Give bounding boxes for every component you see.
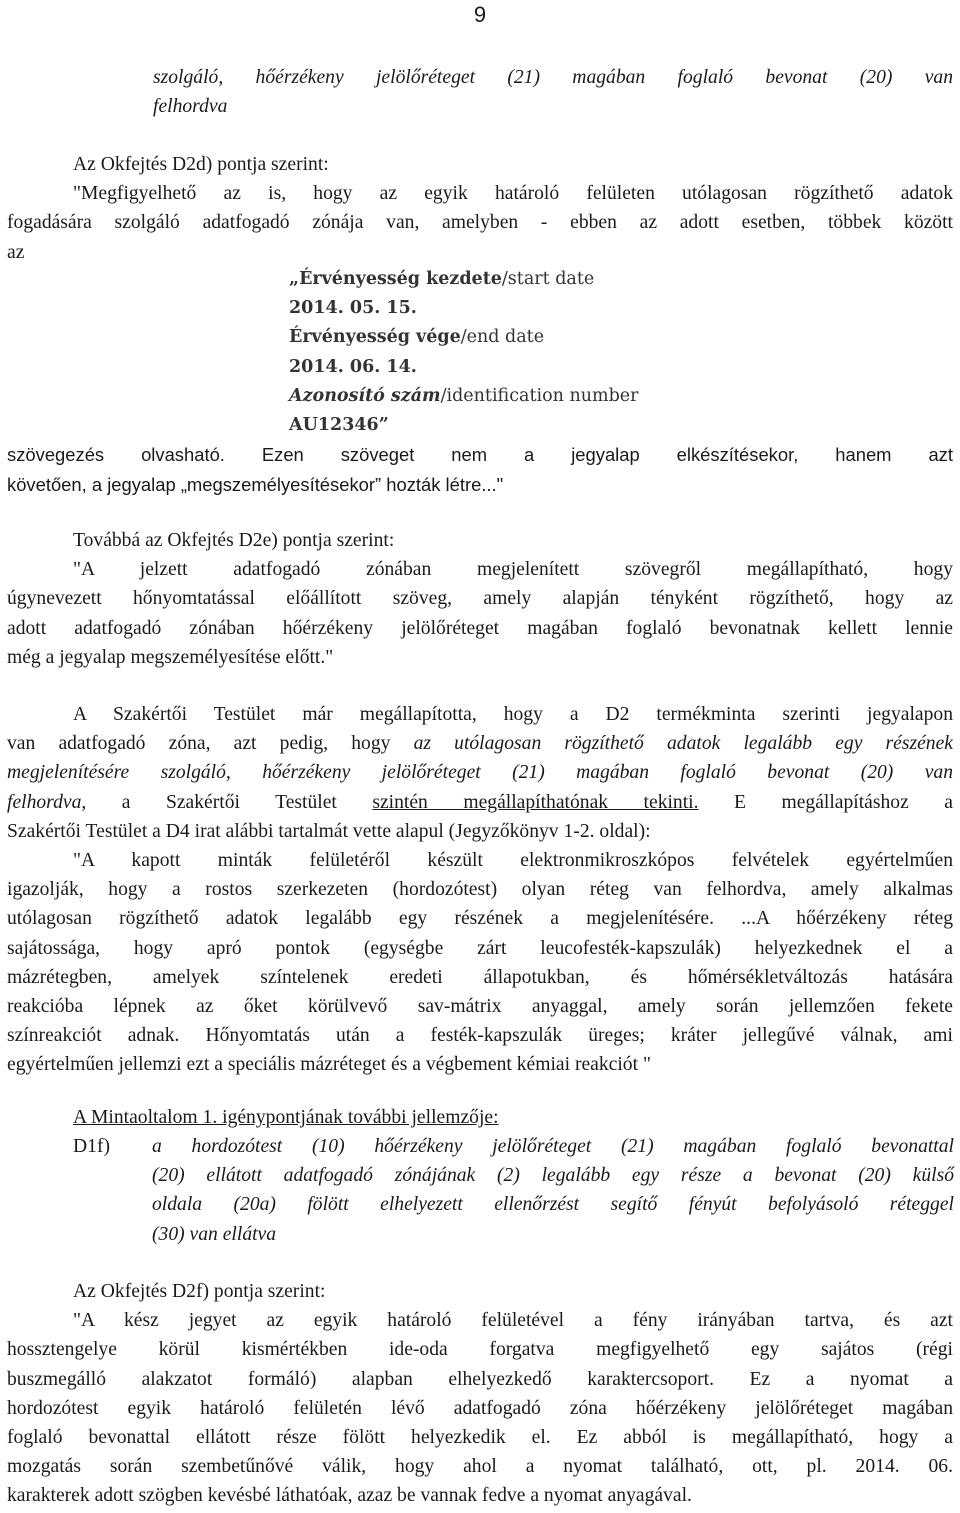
text-line: van adatfogadó zóna, azt pedig, hogy az utólagosan rögzíthető adatok legalább egy részének: [7, 733, 953, 755]
page-number: 9: [473, 2, 487, 27]
text-line: A Szakértői Testület már megállapította, hogy a D2 termékminta szerinti jegyalapon: [73, 704, 953, 725]
text-line: igazolják, hogy a rostos szerkezeten (hordozótest) olyan réteg van felhordva, amely alkalmas: [7, 879, 953, 901]
validity-start-value: 2014. 05. 15.: [289, 298, 417, 319]
reasoning-d2e: [7, 526, 953, 672]
text-line: karakterek adott szögben kevésbé láthatóak, azaz be vannak fedve a nyomat anyagával.: [7, 1485, 692, 1507]
reasoning-d2d-end: [7, 440, 953, 500]
text-line: buszmegálló alakzatot formáló) alapban elhelyezkedő karaktercsoport. Ez a nyomat a: [7, 1368, 953, 1390]
text-line: adott adatfogadó zónában hőérzékeny jelölőréteget magában foglaló bevonatnak kellett lennie: [7, 617, 953, 639]
text-line: követően, a jegyalap „megszemélyesítésekor” hozták létre...": [7, 474, 504, 496]
text-line: "Megfigyelhető az is, hogy az egyik határoló felületen utólagosan rögzíthető adatok: [73, 183, 953, 205]
text-line: (30) van ellátva: [152, 1223, 277, 1245]
section-heading: Továbbá az Okfejtés D2e) pontja szerint:: [73, 530, 395, 551]
reasoning-d2d: [7, 150, 953, 267]
text-line: felhordva, a Szakértői Testület szintén megállapíthatónak tekinti. E megállapításhoz a: [7, 791, 953, 813]
text-line: mozgatás során szembetűnővé válik, hogy ahol a nyomat található, ott, pl. 2014. 06.: [7, 1456, 953, 1478]
text-line: sajátossága, hogy apró pontok (egységbe zárt leucofesték-kapszulák) helyezkednek el a: [7, 937, 953, 959]
section-heading: Az Okfejtés D2d) pontja szerint:: [73, 154, 329, 175]
text-line: színreakciót adnak. Hőnyomtatás után a festék-kapszulák üreges; kráter jellegűvé válnak, ami: [7, 1025, 953, 1047]
validity-start-label: „Érvényesség kezdete/start date: [289, 269, 595, 289]
claim-continuation: [7, 63, 953, 121]
text-line: utólagosan rögzíthető adatok legalább egy részének a megjelenítésére. ...A hőérzékeny réteg: [7, 908, 953, 930]
claim-feature-label: D1f): [73, 1136, 110, 1157]
expert-board-paragraph: [7, 700, 953, 1080]
text-line: megjelenítésére szolgáló, hőérzékeny jelölőréteget (21) magában foglaló bevonat (20) van: [7, 762, 953, 784]
text-line: mázrétegben, amelyek színtelenek eredeti állapotukban, és hőmérsékletváltozás hatására: [7, 966, 953, 988]
section-heading: A Mintaoltalom 1. igénypontjának további jellemzője:: [73, 1107, 499, 1128]
validity-end-label: Érvényesség vége/end date: [289, 327, 545, 348]
section-heading: Az Okfejtés D2f) pontja szerint:: [73, 1281, 326, 1302]
text-line: Szakértői Testület a D4 irat alábbi tartalmát vette alapul (Jegyzőkönyv 1-2. oldal):: [7, 820, 651, 842]
text-line: felhordva: [153, 96, 228, 118]
text-line: "A jelzett adatfogadó zónában megjelenített szövegről megállapítható, hogy: [73, 559, 953, 581]
identification-label: Azonosító szám/identification number: [289, 385, 639, 406]
text-line: fogadására szolgáló adatfogadó zónája van, amelyben - ebben az adott esetben, többek között: [7, 212, 953, 234]
text-line: még a jegyalap megszemélyesítése előtt.": [7, 646, 334, 668]
claim-feature-text: [152, 1132, 954, 1249]
identification-value: AU12346”: [289, 415, 389, 436]
text-line: "A kapott minták felületéről készült elektronmikroszkópos felvételek egyértelműen: [73, 850, 953, 872]
text-line: "A kész jegyet az egyik határoló felületével a fény irányában tartva, és azt: [73, 1310, 953, 1332]
text-line: a hordozótest (10) hőérzékeny jelölőréteget (21) magában foglaló bevonattal: [152, 1136, 954, 1157]
text-line: szövegezés olvasható. Ezen szöveget nem a jegyalap elkészítésekor, hanem azt: [7, 444, 953, 465]
text-line: szolgáló, hőérzékeny jelölőréteget (21) magában foglaló bevonat (20) van: [153, 67, 953, 88]
text-line: az: [7, 241, 25, 263]
claim-feature-heading-block: [7, 1103, 953, 1132]
validity-end-value: 2014. 06. 14.: [289, 356, 417, 377]
reasoning-d2f: [7, 1277, 953, 1511]
text-line: hossztengelye körül kismértékben ide-oda forgatva megfigyelhető egy sajátos (régi: [7, 1339, 953, 1361]
text-line: egyértelműen jellemzi ezt a speciális mázréteget és a végbement kémiai reakciót ": [7, 1054, 651, 1076]
text-line: (20) ellátott adatfogadó zónájának (2) legalább egy része a bevonat (20) külső: [152, 1165, 954, 1187]
text-line: reakcióba lépnek az őket körülvevő sav-mátrix anyaggal, amely során jellemzően fekete: [7, 996, 953, 1018]
text-line: oldala (20a) fölött elhelyezett ellenőrzést segítő fényút befolyásoló réteggel: [152, 1194, 954, 1216]
text-line: foglaló bevonattal ellátott része fölött helyezkedik el. Ez abból is megállapítható, hogy a: [7, 1427, 953, 1449]
text-line: úgynevezett hőnyomtatással előállított szöveg, amely alapján tényként rögzíthető, hogy az: [7, 588, 953, 610]
text-line: hordozótest egyik határoló felületén lévő adatfogadó zóna hőérzékeny jelölőréteget magában: [7, 1397, 953, 1419]
ticket-field-list: [289, 265, 709, 440]
